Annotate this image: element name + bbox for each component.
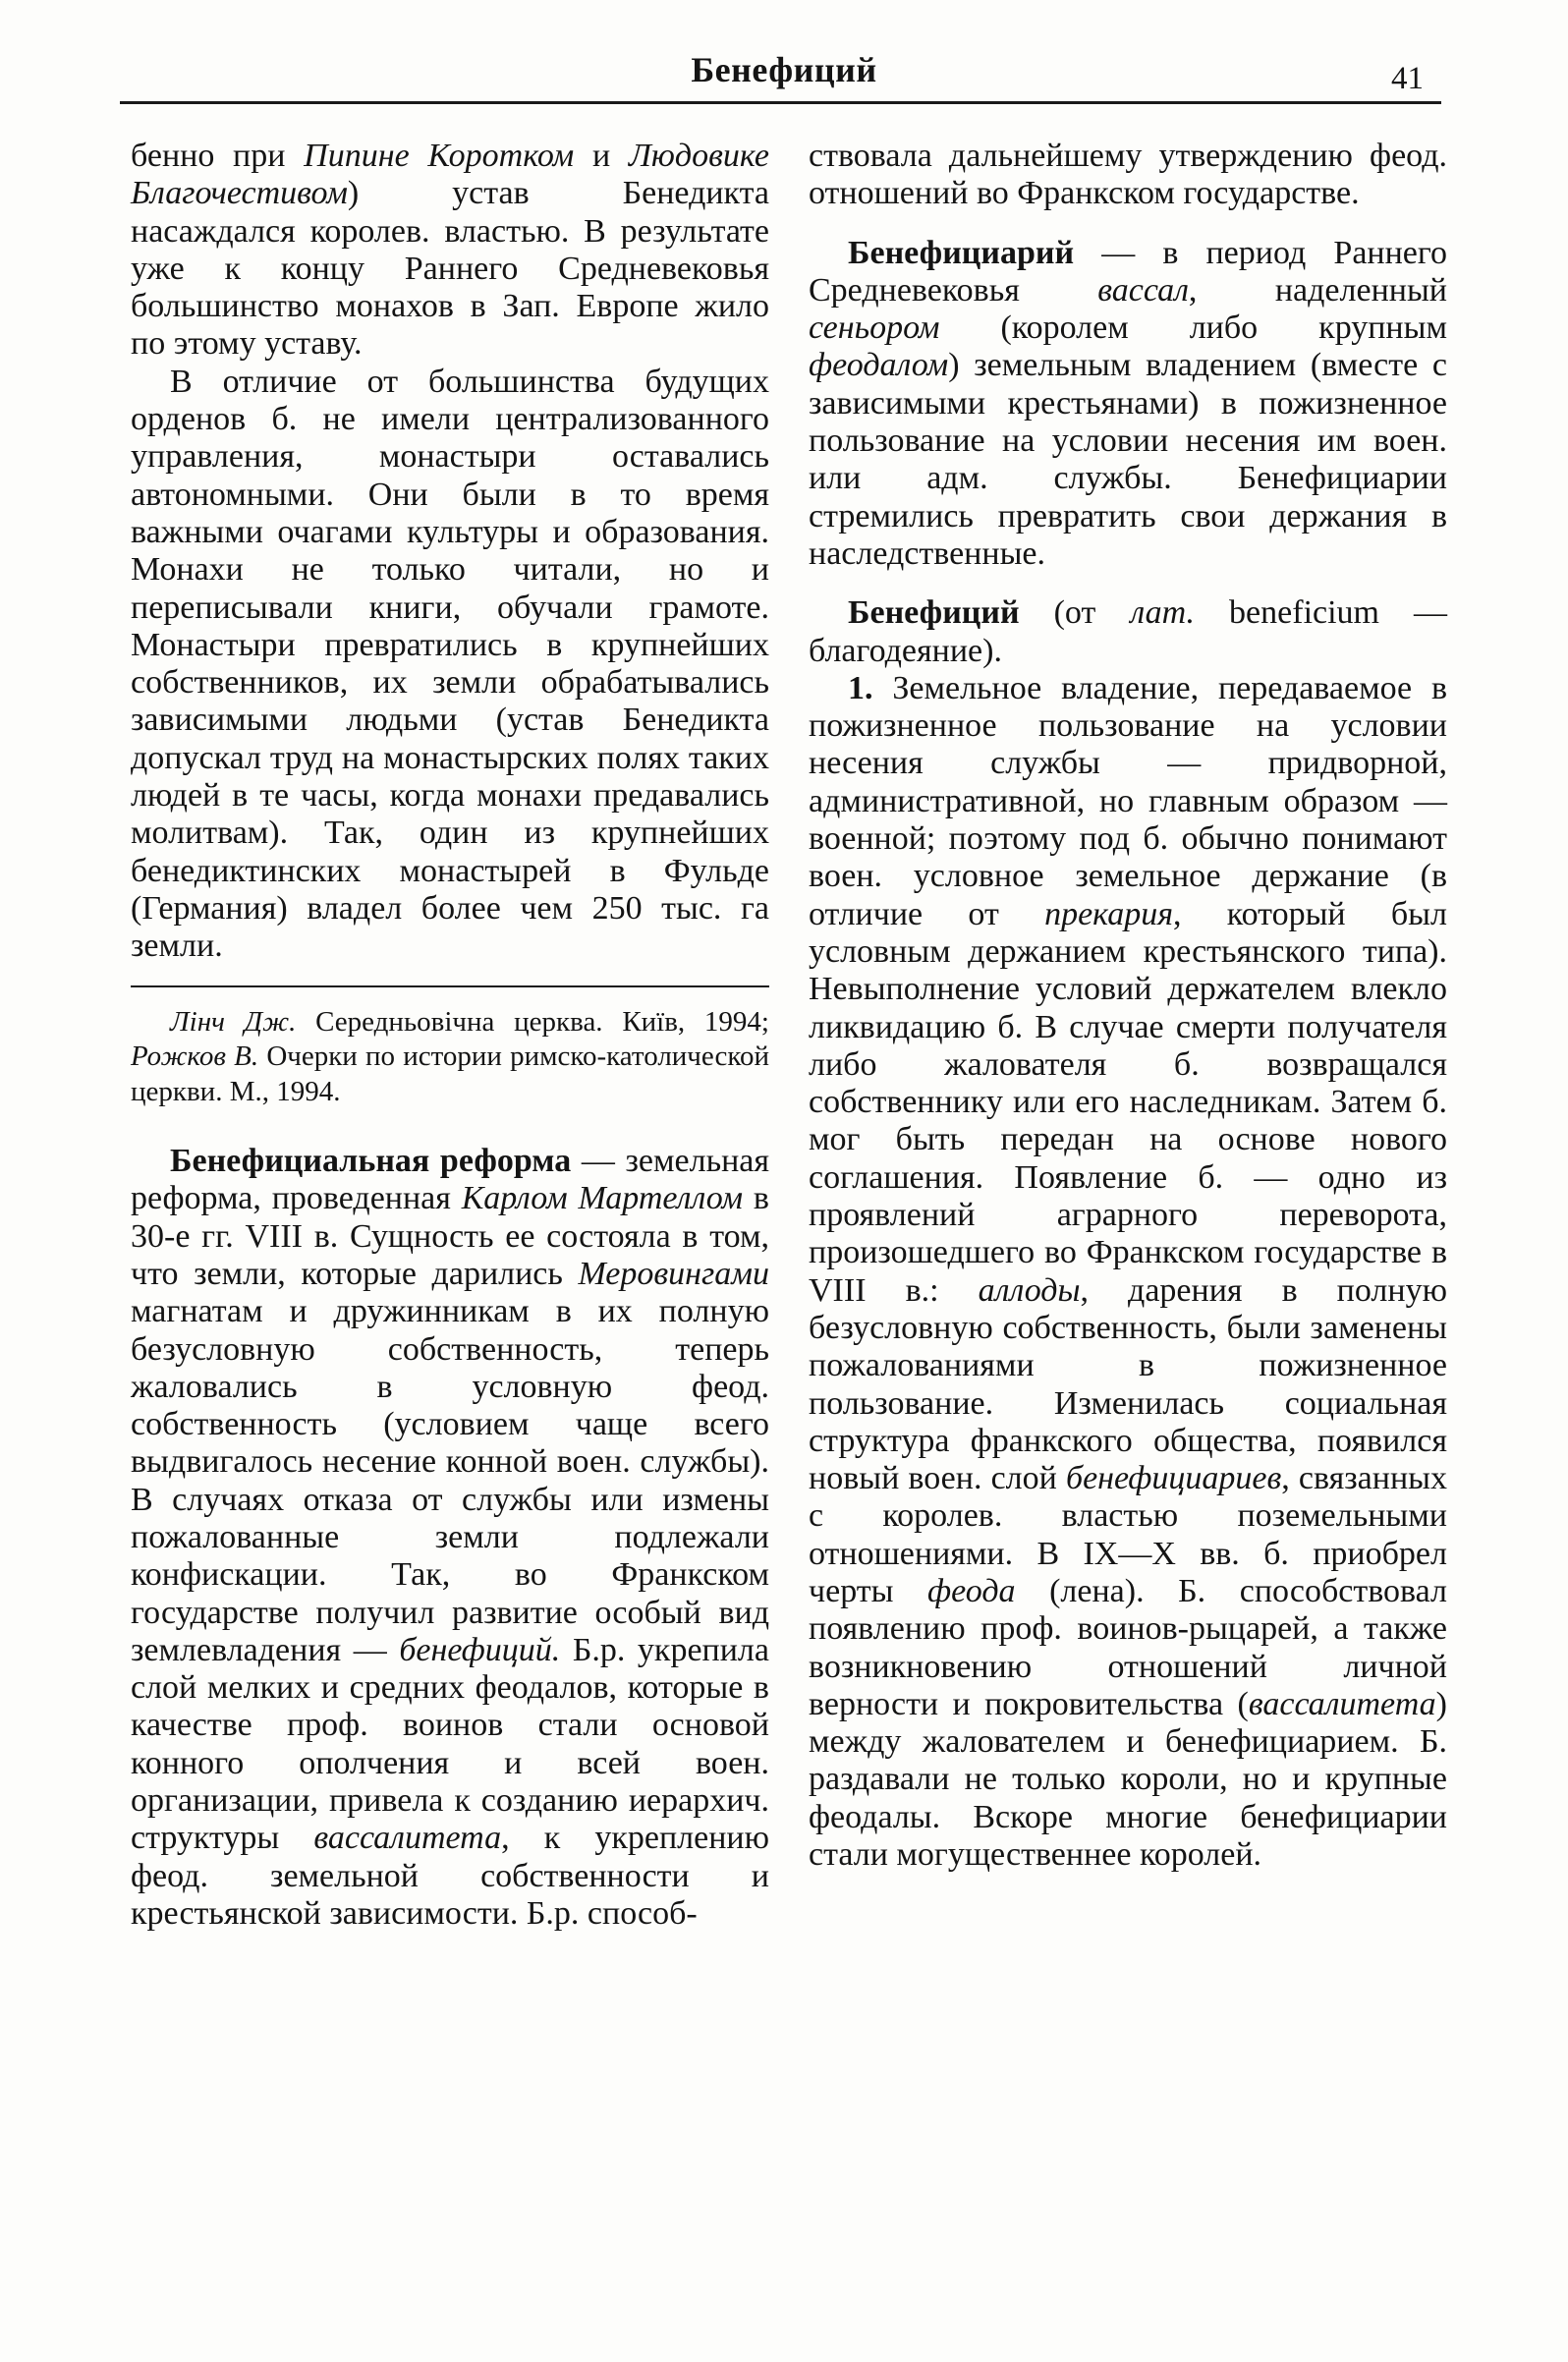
crossref-seigneur: сеньором — [809, 309, 940, 347]
header-rule — [120, 101, 1441, 104]
crossref-vassalage: вассалитета — [313, 1820, 502, 1857]
crossref-merovingians: Меровингами — [578, 1255, 769, 1292]
crossref-allods: аллоды — [978, 1271, 1081, 1309]
right-column — [809, 138, 1447, 1874]
paragraph-benedictines-end: бенно при Пипине Коротком и Людовике Благочестивом) устав Бенедикта насаждался королев. властью. В результате уже к концу Раннего Средневековья большинство монахов в Зап. Европе жило по этому уставу. — [131, 138, 769, 363]
paragraph-reform-continued: ствовала дальнейшему утверждению феод. отношений во Франкском государстве. — [809, 138, 1447, 212]
page-number: 41 — [1391, 61, 1424, 96]
crossref-vassal: вассал — [1097, 271, 1189, 309]
entry-headword: Бенефициальная реформа — [170, 1143, 572, 1180]
section-divider — [131, 985, 769, 987]
name-ludovik: Людовике Благочестивом — [131, 138, 769, 212]
ref-author-linch: Лінч Дж. — [170, 1005, 297, 1038]
paragraph-benedictines-autonomy: В отличие от большинства будущих орденов б. не имели централизованного управления, монастыри оставались автономными. Они были в то время важными очагами культуры и образования. Монахи не только читали, но и переписывали книги, обучали грамоте. Монастыри превратились в крупнейших собственников, их земли обрабатывались зависимыми людьми (устав Бенедикта допускал труд на монастырских полях таких людей в те часы, когда монахи предавались молитвам). Так, один из крупнейших бенедиктинских монастырей в Фульде (Германия) владел более чем 250 тыс. га земли. — [131, 363, 769, 965]
bibliography-references: Лінч Дж. Середньовічна церква. Київ, 1994; Рожков В. Очерки по истории римско-католической церкви. М., 1994. — [131, 1005, 769, 1107]
entry-benefice: Бенефиций (от лат. beneficium — благодеяние). — [809, 594, 1448, 669]
entry-headword: Бенефициарий — [848, 234, 1075, 271]
crossref-karl-martell: Карлом Мартеллом — [461, 1180, 744, 1217]
crossref-benefice: бенефиций. — [399, 1631, 561, 1668]
ref-author-rozhkov: Рожков В. — [131, 1040, 259, 1073]
definition-number: 1. — [848, 669, 873, 706]
left-column — [131, 138, 769, 1933]
entry-headword: Бенефиций — [848, 594, 1020, 632]
crossref-feud: феода — [927, 1572, 1016, 1609]
abbr-latin: лат. — [1130, 594, 1196, 632]
page-header — [0, 0, 1568, 108]
running-head: Бенефиций — [691, 50, 877, 89]
crossref-precarium: прекария — [1044, 895, 1174, 932]
entry-beneficial-reform: Бенефициальная реформа — земельная реформа, проведенная Карлом Мартеллом в 30-е гг. VIII в. Сущность ее состояла в том, что земли, которые дарились Меровингами магнатам и дружинникам в их полную безусловную собственность, теперь жаловались в условную феод. собственность (условием чаще всего выдвигалось несение конной воен. службы). В случаях отказа от службы или измены пожалованные земли подлежали конфискации. Так, во Франкском государстве получил развитие особый вид землевладения — бенефиций. Б.р. укрепила слой мелких и средних феодалов, которые в качестве проф. воинов стали основой конного ополчения и всей воен. организации, привела к созданию иерархич. структуры вассалитета, к укреплению феод. земельной собственности и крестьянской зависимости. Б.р. способ- — [131, 1143, 769, 1932]
entry-beneficiary: Бенефициарий — в период Раннего Средневековья вассал, наделенный сеньором (королем либо крупным феодалом) земельным владением (вместе с зависимыми крестьянами) в пожизненное пользование на условии несения им воен. или адм. службы. Бенефициарии стремились превратить свои держания в наследственные. — [809, 234, 1447, 572]
crossref-beneficiaries: бенефициариев — [1065, 1460, 1282, 1497]
crossref-vassalage: вассалитета — [1248, 1685, 1436, 1722]
crossref-feudal-lord: феодалом — [809, 347, 949, 384]
name-pipin: Пипине Коротком — [304, 138, 575, 174]
benefice-definition-1: 1. Земельное владение, передаваемое в пожизненное пользование на условии несения службы — придворной, административной, но главным образом — военной; поэтому под б. обычно понимают воен. условное земельное держание (в отличие от прекария, который был условным держанием крестьянского типа). Невыполнение условий держателем влекло ликвидацию б. В случае смерти получателя либо жалователя б. возвращался собственнику или его наследникам. Затем б. мог быть передан на основе нового соглашения. Появление б. — одно из проявлений аграрного переворота, произошедшего во Франкском государстве в VIII в.: аллоды, дарения в полную безусловную собственность, были заменены пожалованиями в пожизненное пользование. Изменилась социальная структура франкского общества, появился новый воен. слой бенефициариев, связанных с королев. властью поземельными отношениями. В IX—X вв. б. приобрел черты феода (лена). Б. способствовал появлению проф. воинов-рыцарей, а также возникновению отношений личной верности и покровительства (вассалитета) между жалователем и бенефициарием. Б. раздавали не только короли, но и крупные феодалы. Вскоре многие бенефициарии стали могущественнее королей. — [809, 669, 1447, 1874]
